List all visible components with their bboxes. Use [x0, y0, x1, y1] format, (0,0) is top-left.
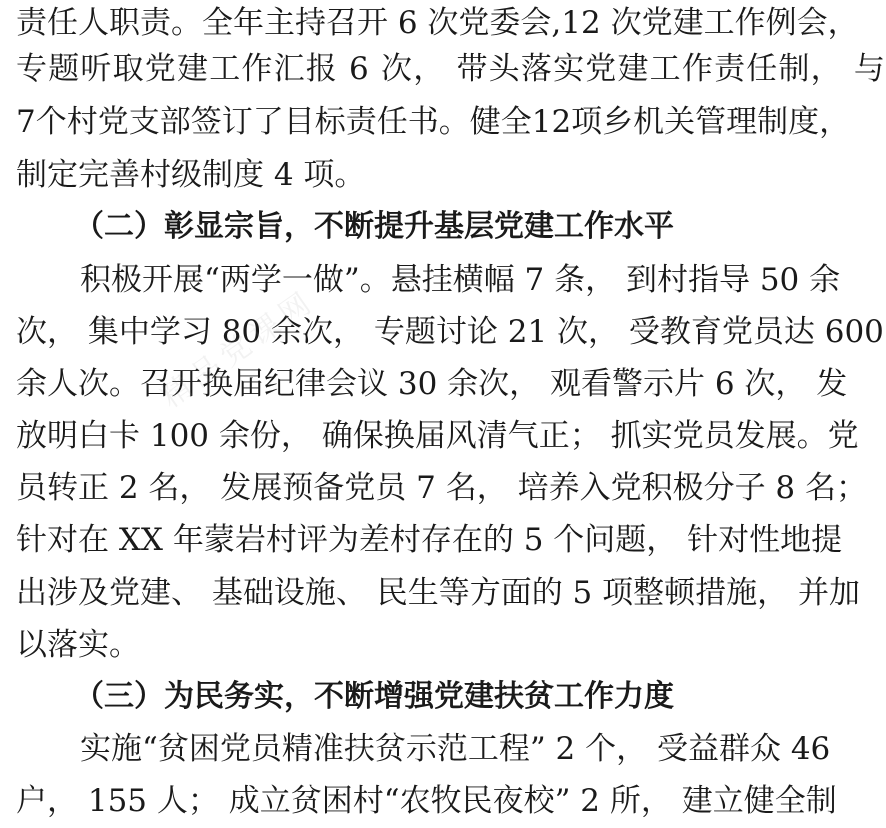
- body-line: 余人次。召开换届纪律会议 30 余次， 观看警示片 6 次， 发: [16, 366, 848, 402]
- body-line: 实施“贫困党员精准扶贫示范工程” 2 个， 受益群众 46: [80, 731, 831, 767]
- body-line: 责任人职责。全年主持召开 6 次党委会,12 次党建工作例会，: [16, 5, 859, 41]
- body-line: 员转正 2 名， 发展预备党员 7 名， 培养入党积极分子 8 名；: [16, 470, 867, 506]
- body-line: 放明白卡 100 余份， 确保换届风清气正； 抓实党员发展。党: [16, 418, 859, 454]
- section-heading-2: （二）彰显宗旨，不断提升基层党建工作水平: [74, 209, 674, 244]
- section-heading-3: （三）为民务实，不断增强党建扶贫工作力度: [74, 679, 674, 714]
- body-line: 户， 155 人； 成立贫困村“农牧民夜校” 2 所， 建立健全制: [16, 783, 837, 819]
- body-line: 制定完善村级制度 4 项。: [16, 157, 366, 193]
- body-line: 专题听取党建工作汇报 6 次， 带头落实党建工作责任制， 与: [16, 51, 886, 87]
- body-line: 出涉及党建、 基础设施、 民生等方面的 5 项整顿措施， 并加: [16, 575, 860, 611]
- body-line: 7个村党支部签订了目标责任书。健全12项乡机关管理制度，: [16, 104, 851, 140]
- body-line: 针对在 XX 年蒙岩村评为差村存在的 5 个问题， 针对性地提: [16, 522, 843, 558]
- watermark: 精品党课网: [154, 283, 323, 416]
- body-line: 积极开展“两学一做”。悬挂横幅 7 条， 到村指导 50 余: [80, 262, 841, 298]
- body-line: 次， 集中学习 80 余次， 专题讨论 21 次， 受教育党员达 600: [16, 314, 884, 350]
- body-line: 以落实。: [16, 627, 140, 663]
